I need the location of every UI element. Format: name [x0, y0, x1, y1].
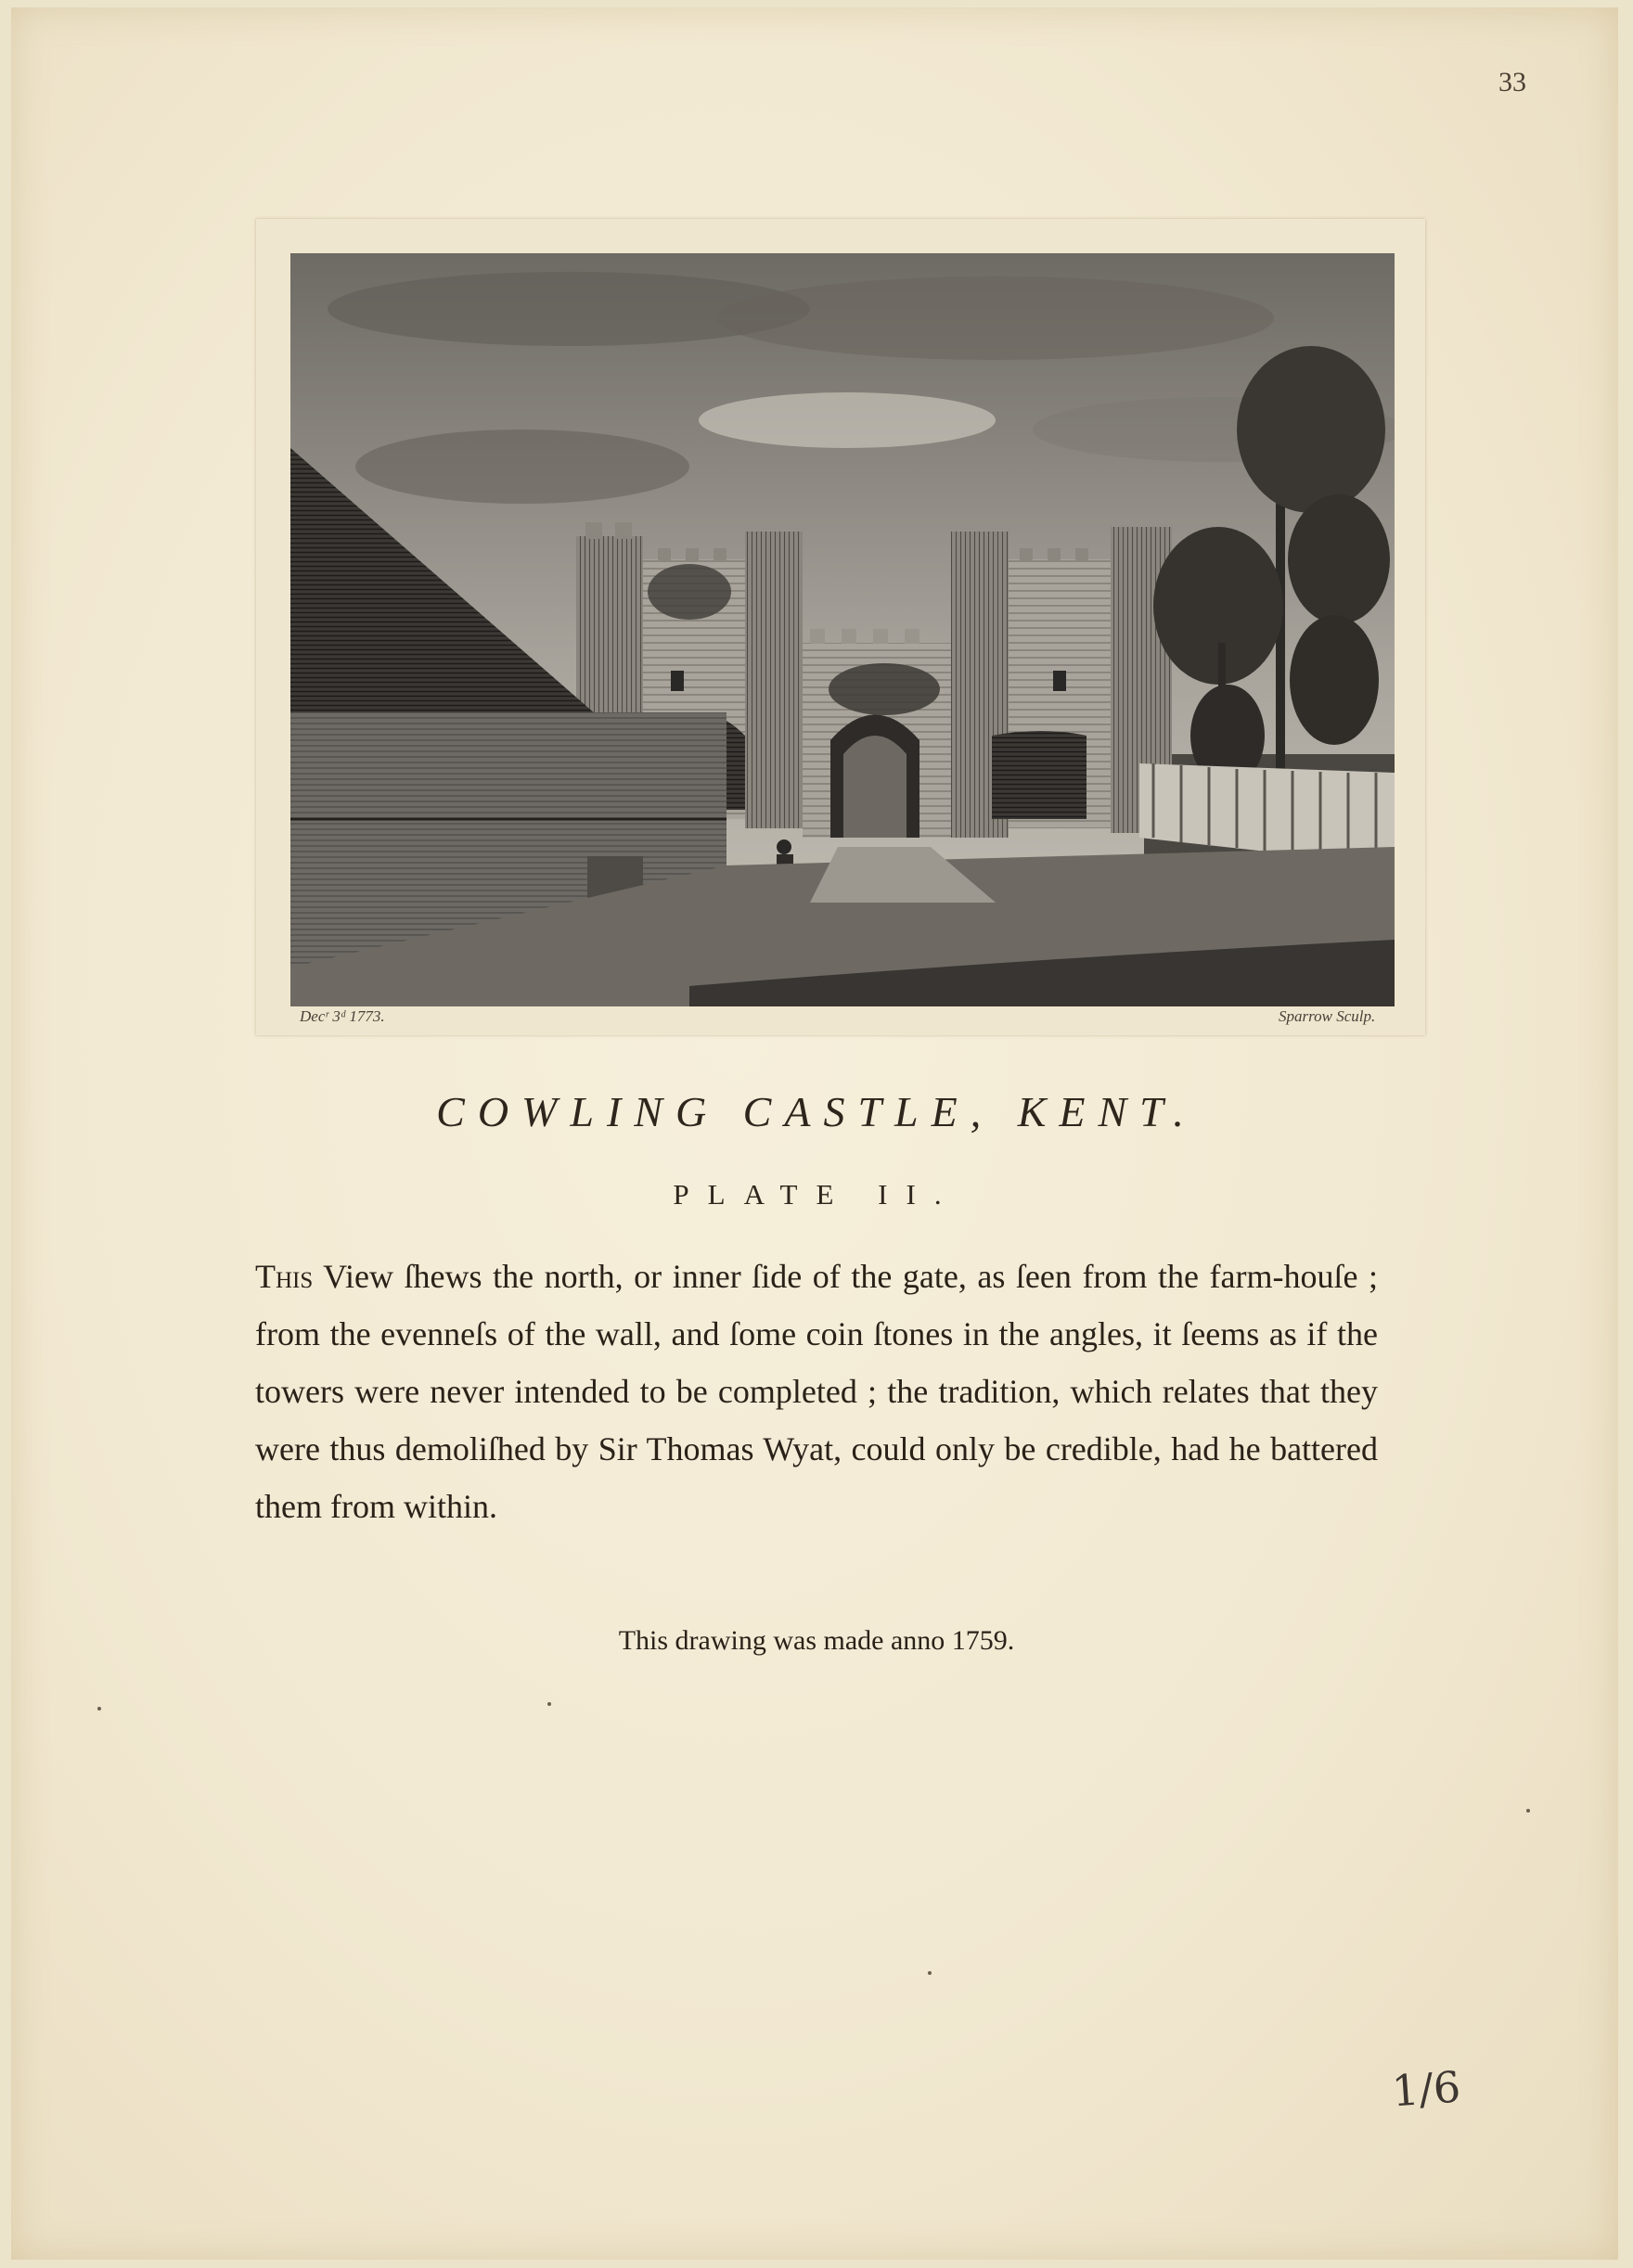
plate-label: PLATE II. [673, 1178, 960, 1211]
body-paragraph [255, 1248, 1378, 1535]
paper-speck [547, 1702, 551, 1706]
body-first-word: This [255, 1258, 314, 1295]
cloud [355, 429, 689, 504]
paper-speck [1526, 1809, 1530, 1813]
cloud-light [699, 392, 996, 448]
cloud [717, 276, 1274, 360]
engraver-caption: Sparrow Sculp. [1279, 1007, 1376, 1025]
plate-date-caption: Decʳ 3ᵈ 1773. [300, 1007, 385, 1025]
paper-speck [928, 1971, 932, 1975]
engraving-image [290, 253, 1395, 1006]
page-number: 33 [1498, 67, 1526, 97]
handwritten-mark: 1/6 [1390, 2061, 1462, 2117]
page-title: COWLING CASTLE, KENT. [436, 1088, 1197, 1135]
body-text: View ſhews the north, or inner ſide of the gate, as ſeen from the farm-houſe ; from the evenneſs of the wall, and ſome coin ſtones in the angles, it ſeems as if the towers were never intended to be completed ; the tradition, which relates that they were thus demoliſhed by Sir Thomas Wyat, could only be credible, had he battered them from within. [255, 1258, 1378, 1525]
paper-speck [97, 1707, 101, 1711]
footnote: This drawing was made anno 1759. [618, 1625, 1015, 1656]
